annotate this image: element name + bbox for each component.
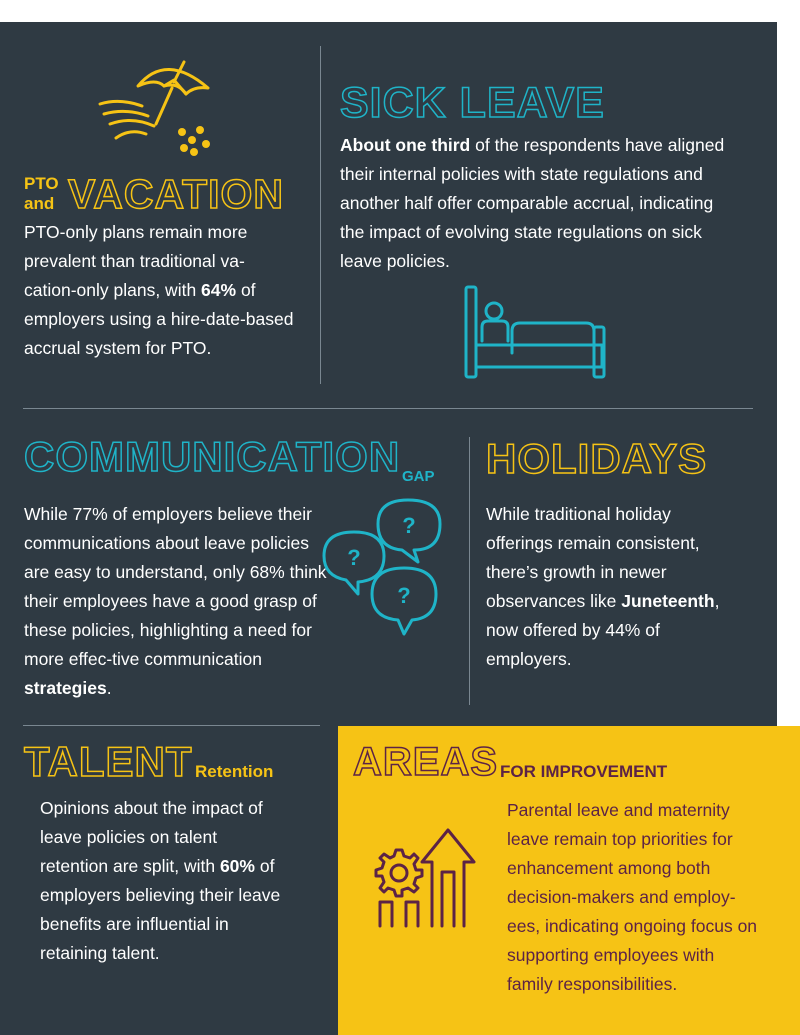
sick-bed-icon (462, 283, 608, 381)
sick-leave-text: About one third of the respondents have aligned their internal policies with state regulations and another half offer comparable accrual, indicating the impact of evolving state regulations on sick leave policies. (340, 135, 725, 271)
areas-label-for-improvement: FOR IMPROVEMENT (500, 762, 668, 781)
areas-text: Parental leave and maternity leave remain top priorities for enhancement among both decision-makers and employ-ees, indicating ongoing focus on supporting employees with family responsibilities. (507, 800, 758, 994)
holidays-text: While traditional holiday offerings remain consistent, there’s growth in newer observances like Juneteenth, now offered by 44% of employers. (486, 504, 720, 669)
svg-text:?: ? (347, 545, 361, 570)
gear-growth-arrow-icon (372, 826, 482, 930)
beach-umbrella-icon (96, 58, 226, 158)
vacation-title: VACATION (68, 171, 285, 217)
horizontal-divider-bottom (23, 725, 320, 726)
svg-text:?: ? (402, 513, 416, 538)
talent-title: TALENT (24, 738, 193, 785)
communication-label-gap: GAP (402, 468, 435, 485)
vacation-text: PTO-only plans remain more prevalent than traditional va-cation-only plans, with 64% of employers using a hire-date-based accrual system for PTO. (24, 222, 294, 358)
communication-text: While 77% of employers believe their communications about leave policies are easy to understand, only 68% think their employees have a good grasp of these policies, highlighting a need for more effec-tive communication strategies. (24, 504, 327, 698)
areas-title: AREAS (353, 740, 499, 784)
vertical-divider-middle (469, 437, 470, 705)
talent-label-retention: Retention (195, 762, 274, 781)
sick-leave-title: SICK LEAVE (340, 79, 605, 127)
holidays-title: HOLIDAYS (486, 435, 708, 482)
talent-text: Opinions about the impact of leave policies on talent retention are split, with 60% of employers believing their leave benefits are influential in retaining talent. (40, 798, 281, 963)
communication-title: COMMUNICATION (24, 433, 401, 480)
horizontal-divider-middle (23, 408, 753, 409)
vertical-divider-top (320, 46, 321, 384)
vacation-label-and: and (24, 194, 55, 213)
vacation-label-pto: PTO (24, 174, 59, 193)
svg-text:?: ? (397, 583, 411, 608)
question-bubbles-icon (318, 496, 468, 636)
